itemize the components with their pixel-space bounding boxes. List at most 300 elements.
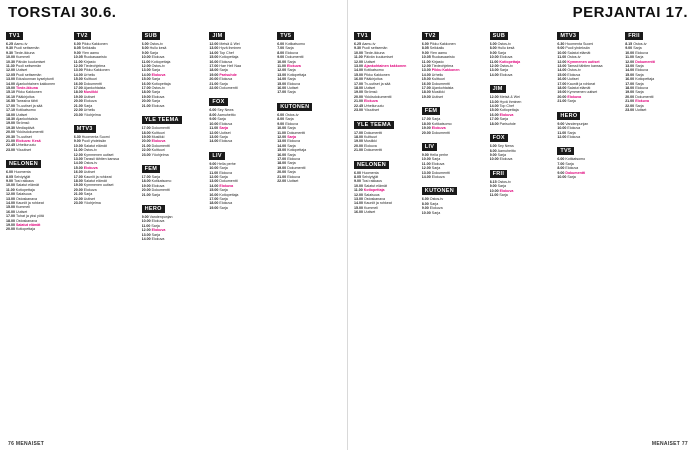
program-time: 10.00 [489,188,499,193]
program-time: 11.00 [489,59,499,64]
program-time: 12.00 [354,59,363,64]
program-title: Elokuva [364,143,377,148]
program-title: Tanssii tähtien kanssa [83,156,119,161]
program-time: 6.30 [73,134,81,139]
program-time: 14.00 [277,77,287,82]
program-time: 10.00 [489,55,499,60]
program-time: 21.00 [73,192,83,197]
program-time: 18.00 [421,90,431,95]
program-time: 18.30 [6,116,15,121]
program-time: 8.00 [557,166,565,171]
program-title: Tiede-ikkuna [16,86,38,91]
program-time: 23.00 [6,147,15,152]
program-entry [74,201,139,205]
program-time: 9.00 [421,50,429,55]
program-time: 20.00 [73,187,83,192]
program-time: 11.00 [557,130,567,135]
program-title: Puoli yhdeksän [81,139,107,144]
program-time: 14.00 [421,174,431,179]
program-title: Ajankohtaista [83,86,106,91]
program-title: Elokuva [219,183,234,188]
program-title: Salaisuus [364,192,380,197]
program-title: Musiikki [364,139,377,144]
program-time: 9.00 [354,179,361,184]
program-time: 15.00 [277,81,287,86]
program-time: 17.00 [354,81,363,86]
program-title: Uutiset [83,170,95,175]
program-title: Sarja [287,68,296,73]
program-time: 20.00 [141,99,151,104]
program-title: Kotiopettaja [219,55,239,60]
program-time: 19.00 [557,90,567,95]
program-time: 20.00 [354,143,363,148]
program-time: 20.00 [6,130,15,135]
program-title: Sarja [499,192,508,197]
program-title: Elokuva [151,103,165,108]
program-title: Kauniit ja rohkeat [567,81,596,86]
program-title: Ostoskanava [364,196,385,201]
program-time: 11.00 [6,187,15,192]
program-entry [6,227,71,231]
channel-header: TV1 [354,32,371,40]
program-title: Sarja [287,143,296,148]
program-title: Elokuva [431,161,445,166]
program-title: Sarja [635,64,644,69]
program-time: 12.00 [277,134,287,139]
program-title: Elokuva [285,50,298,55]
program-entry [354,148,419,152]
program-time: 15.00 [489,108,499,113]
program-title: Sarja [219,188,228,193]
program-title: Eduskunnan kyselytunti [16,77,54,82]
program-entry [557,99,622,103]
program-time: 13.00 [141,68,151,73]
program-time: 16.00 [489,112,499,117]
program-title: Sarja [567,99,576,104]
program-time: 22.45 [354,103,363,108]
program-time: 13.00 [489,68,499,73]
channel-header: FOX [209,98,227,106]
program-title: Elokuva [151,237,165,241]
program-time: 15.00 [209,55,219,60]
program-title: Mediapäivä [16,125,35,130]
program-time: 13.00 [141,232,151,237]
program-time: 9.00 [421,152,429,157]
program-time: 10.00 [489,157,499,162]
program-title: Sarja [287,77,296,82]
program-time: 13.00 [489,99,499,104]
program-title: Uutiset [16,209,28,214]
program-time: 19.00 [141,134,151,139]
program-title: Kotikatsomo [151,179,172,184]
program-title: Elokuva [286,64,301,69]
program-title: Dokumentti [565,170,586,175]
program-title: Kotiopettaja [16,227,35,232]
program-title: Tv-uutiset ja sää [364,81,391,86]
program-time: 22.00 [73,196,83,201]
program-title: Pääkirjoitus [364,77,383,82]
program-time: 8.15 [489,179,497,184]
program-title: Sarja [219,166,228,171]
program-time: 10.00 [625,50,635,55]
program-title: Kulttuuri [151,148,165,153]
program-time: 10.05 [73,55,83,60]
program-title: Sarja [499,117,508,122]
program-title: Elokuva [287,139,300,144]
program-title: Elokuva [219,139,233,144]
program-title: Aamu-tv [362,42,376,46]
program-title: Kulttuuri [431,77,445,82]
program-title: Elokuva [429,206,443,211]
program-time: 15.00 [625,72,635,77]
program-title: Tv-uutiset ja sää [16,103,43,108]
program-title: Kotiopettaja [499,108,519,113]
program-title: Sarja [497,184,506,189]
program-time: 15.00 [209,188,219,193]
program-time: 16.00 [421,81,431,86]
program-title: Elokuva [499,188,514,193]
program-title: Kotiopettaja [287,72,307,77]
program-time: 20.00 [421,130,431,135]
program-time: 9.30 [6,50,13,55]
program-title: Sarja [219,196,228,201]
program-time: 19.00 [6,223,15,228]
program-time: 11.00 [354,55,363,60]
program-title: Sarja [219,126,228,131]
program-entry [142,153,207,157]
program-time: 18.00 [6,112,15,117]
program-time: 8.00 [421,201,429,206]
program-time: 14.00 [489,72,499,77]
program-title: Tiedeohjelma [431,64,454,69]
channel-header: TV2 [422,32,439,40]
program-title: Kummeli [364,205,378,210]
program-time: 9.00 [209,161,217,166]
program-time: 9.00 [489,152,497,157]
program-time: 16.00 [354,77,363,82]
program-title: Uutiset [431,94,443,99]
program-time: 18.00 [73,178,83,183]
program-time: 21.00 [557,99,567,104]
program-time: 8.05 [421,46,429,51]
program-title: Uutiset [635,108,647,113]
program-title: Kotikatsomo [16,108,36,113]
program-time: 21.00 [141,103,151,108]
program-title: Ostos-tv [149,42,163,46]
program-title: Sarja [287,170,296,175]
program-time: 11.00 [277,130,286,135]
program-entry [490,73,555,77]
program-time: 13.00 [73,156,83,161]
program-entry [625,108,690,112]
program-time: 16.00 [73,170,83,175]
program-time: 11.00 [489,192,499,197]
program-entry [422,131,487,135]
program-entry [74,113,139,117]
program-time: 17.00 [73,174,83,179]
program-title: Tosi rakkaus [362,179,382,184]
program-time: 9.00 [73,139,81,144]
program-title: Sarja [151,223,160,228]
program-title: Kotikatsomo [285,42,305,46]
program-title: Ajankohtaista [431,86,454,91]
program-title: Sarja [219,174,228,179]
program-time: 19.00 [141,94,151,99]
program-time: 13.00 [209,134,219,139]
program-time: 17.00 [489,117,499,122]
program-title: Kirjasto [431,59,444,64]
program-title: Urheiluruutu [364,103,384,108]
channel-header: TV2 [74,32,91,40]
channel-header: FRII [490,170,508,178]
channel-header: NELONEN [354,161,389,169]
program-title: Kymmenen uutiset [567,59,600,64]
program-time: 12.00 [489,95,499,100]
program-time: 6.30 [557,42,565,46]
program-time: 13.00 [354,64,363,69]
program-title: Sarja [287,59,296,64]
program-time: 14.00 [354,68,363,73]
program-title: Pikku Kakkonen [83,68,110,73]
program-title: Yöohjelma [83,112,101,117]
program-time: 17.00 [209,64,219,69]
program-time: 11.00 [73,148,83,153]
program-title: Tiede-ikkuna [14,50,35,55]
program-title: Dokumentti [364,148,383,153]
program-time: 14.00 [141,237,151,241]
program-title: Sarja [429,201,439,206]
program-time: 12.00 [6,192,15,197]
program-entry [354,108,419,112]
program-title: Sarja [149,50,158,55]
program-title: Kauniit ja rohkeat [364,201,392,206]
program-time: 18.00 [73,90,83,95]
program-title: Sarja [151,192,160,197]
program-title: Elokuva [635,99,649,104]
program-title: Pikku Kakkonen [81,42,108,46]
program-title: Sarja [635,72,644,77]
program-title: Elokuva [431,174,445,179]
program-time: 22.00 [625,103,635,108]
program-title: Sarja [151,232,160,237]
channel-header: MTV3 [74,125,96,133]
program-title: Ostos-tv [567,68,581,73]
program-time: 23.00 [141,152,151,157]
program-time: 12.00 [421,166,431,171]
program-time: 12.00 [421,64,431,69]
channel-header: KUTONEN [277,103,312,111]
program-time: 23.00 [73,201,83,205]
program-title: Puoli seitsemän [14,46,40,51]
program-title: Tiedeohjelma [83,64,106,69]
program-title: Uutiset [83,94,95,99]
program-entry [6,148,71,152]
program-title: Elokuva [635,68,648,73]
program-title: Tosi rakkaus [14,178,34,183]
program-entry [422,175,487,179]
listing-column [277,24,342,436]
program-title: Pikku Kakkonen [431,68,460,73]
program-time: 19.00 [421,126,431,131]
program-title: Metsä & Wei [499,95,520,100]
program-time: 21.00 [141,143,151,148]
program-time: 11.00 [141,223,151,228]
program-time: 12.00 [73,64,83,69]
program-title: Kotiopettaja [219,192,239,197]
program-time: 11.00 [421,161,431,166]
program-time: 20.00 [277,170,287,175]
program-title: Kotiopettaja [363,188,385,193]
program-title: Sarja [567,174,576,179]
program-title: Elokuva [151,183,165,188]
program-entry [490,122,555,126]
program-time: 6.25 [354,42,361,46]
program-title: Sarja [499,68,508,73]
program-time: 9.00 [6,178,13,183]
program-title: Kummeli [16,55,30,60]
program-title: Uutiset [16,68,28,73]
program-title: Aamu-tv [14,42,28,46]
program-title: Kotiopettaja [151,81,171,86]
program-title: Dokumentti [431,130,450,135]
program-title: Vandenpunjan [565,121,589,126]
program-title: Selviytyjät [14,174,31,179]
program-time: 10.00 [557,50,567,55]
program-time: 19.00 [141,183,151,188]
program-time: 17.00 [277,156,287,161]
program-time: 20.00 [209,77,219,82]
program-title: Yöuutiset [364,108,379,113]
program-title: Ostos-tv [429,197,444,202]
program-time: 11.00 [354,188,363,193]
program-time: 16.00 [6,209,15,214]
program-title: Elokuva [219,59,233,64]
program-title: Sarja [151,99,160,104]
program-title: Sarja [151,174,160,179]
right-page [348,0,696,450]
program-title: Hullu kesä [149,46,167,51]
program-time: 8.05 [354,174,361,179]
program-title: Salatut elämät [16,183,39,188]
program-time: 13.00 [277,139,287,144]
program-title: Sarja [634,55,644,60]
program-time: 17.00 [73,86,83,91]
program-title: Salatut elämät [16,223,41,228]
program-time: 21.00 [625,99,635,104]
program-title: Dokumentti [635,94,654,99]
program-time: 18.00 [489,121,499,126]
program-title: Sarja [635,90,644,95]
channel-header: SUB [142,32,161,40]
program-title: Päivän kuulumiset [16,59,46,64]
program-time: 11.00 [73,59,83,64]
program-time: 17.00 [557,81,567,86]
program-title: Dokumentti [83,81,102,86]
program-time: 10.00 [421,210,431,215]
program-title: Selviytyjät [362,174,379,179]
program-time: 12.00 [141,64,151,69]
program-time: 16.55 [6,99,15,104]
channel-header: YLE TEEMA [354,121,394,129]
program-title: Kummeli [16,205,30,210]
program-time: 11.00 [277,64,286,69]
program-time: 14.00 [209,50,219,55]
program-title: Ostos-tv [497,42,511,46]
program-title: Elokuva [83,99,97,104]
program-title: Sarja [635,103,644,108]
program-time: 15.00 [73,165,83,170]
program-time: 19.00 [354,90,363,95]
program-title: Kotiopettaja [287,148,307,153]
program-time: 9.00 [557,46,565,51]
program-title: Ostoskanava [16,218,37,223]
program-title: Elokuva [287,174,300,179]
program-title: Kymmenen uutiset [83,152,114,157]
program-time: 13.00 [277,72,287,77]
program-title: Urheilu [431,72,444,77]
program-title: Dokumentti [285,55,304,60]
program-title: Puoli yhdeksän [565,46,590,51]
program-time: 20.00 [73,99,83,104]
program-time: 8.00 [489,148,497,153]
program-title: Sarja [219,81,228,86]
program-time: 13.00 [625,64,635,69]
channel-header: LIV [422,143,437,151]
program-title: Uutiset [83,196,95,201]
program-title: Elokuva [219,170,232,175]
program-title: Sarja [431,210,441,215]
program-title: Salatut elämät [83,143,107,148]
program-time: 18.00 [141,130,151,135]
listing-columns-right [354,24,690,436]
program-time: 10.00 [141,55,151,60]
program-title: Elokuva [364,99,378,104]
program-time: 18.00 [625,86,635,91]
program-time: 12.00 [209,130,219,135]
program-title: Ostos-tv [151,64,165,69]
channel-header: MTV3 [557,32,579,40]
listing-column [490,24,555,436]
day-header-right: PERJANTAI 17. [572,4,688,21]
program-time: 9.00 [209,117,217,122]
program-entry [557,135,622,139]
program-time: 20.00 [6,227,15,232]
program-time: 8.15 [625,42,633,46]
program-time: 10.05 [421,55,431,60]
program-title: Tanssiva tähti [16,99,38,104]
program-time: 13.00 [6,77,15,82]
listing-column [209,24,274,436]
channel-header: TV1 [6,32,23,40]
program-time: 9.00 [489,184,497,189]
program-title: Aamuheitto [217,112,236,117]
program-time: 15.00 [421,77,431,82]
program-time: 16.10 [6,94,15,99]
program-time: 19.00 [421,94,431,99]
program-title: Kotiopettaja [635,77,655,82]
program-time: 10.00 [557,174,567,179]
program-time: 15.00 [6,205,15,210]
program-title: Elokuva [83,165,98,170]
program-time: 22.00 [209,86,219,91]
program-time: 18.00 [557,86,567,91]
program-title: Urheilu [83,72,96,77]
program-time: 19.00 [73,183,83,188]
program-time: 6.00 [209,108,217,113]
program-title: Salatut elämät [567,50,591,55]
program-title: Elokuva [151,55,165,60]
program-time: 21.00 [6,138,15,143]
